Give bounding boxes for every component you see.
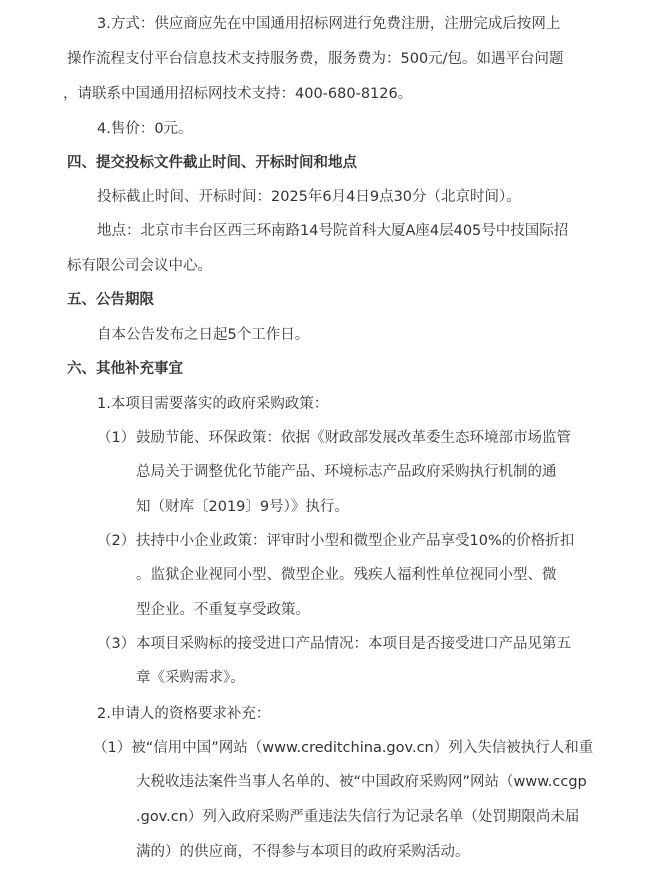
qualification-1-line-1: （1）被“信用中国”网站（www.creditchina.gov.cn）列入失信被执行人和重 xyxy=(93,740,594,756)
policy-1-line-3: 知（财库〔2019〕9号）》执行。 xyxy=(136,499,349,515)
policy-1-line-1: 鼓励节能、环保政策：依据《财政部发展改革委生态环境部市场监管 xyxy=(136,430,571,446)
qualification-intro: 2.申请人的资格要求补充： xyxy=(97,706,271,722)
policy-2-line-3: 型企业。不重复享受政策。 xyxy=(136,602,310,618)
policy-2-line-1: 扶持中小企业政策：评审时小型和微型企业产品享受10%的价格折扣 xyxy=(136,533,575,549)
policy-1-number: （1） xyxy=(97,430,136,446)
policy-2-line-2: 。监狱企业视同小型、微型企业。残疾人福利性单位视同小型、微 xyxy=(136,567,557,583)
period-line: 自本公告发布之日起5个工作日。 xyxy=(97,327,310,343)
section-6-heading: 六、其他补充事宜 xyxy=(67,361,183,377)
policy-3-line-2: 章《采购需求》。 xyxy=(136,670,245,686)
price-line: 4.售价：0元。 xyxy=(97,121,193,137)
deadline-line: 投标截止时间、开标时间：2025年6月4日9点30分（北京时间）。 xyxy=(97,189,521,205)
method-line-1: 3.方式：供应商应先在中国通用招标网进行免费注册，注册完成后按网上 xyxy=(97,16,561,32)
method-line-3: ，请联系中国通用招标网技术支持：400-680-8126。 xyxy=(63,86,413,102)
policy-3-line-1: 本项目采购标的接受进口产品情况：本项目是否接受进口产品见第五 xyxy=(136,636,571,652)
section-4-heading: 四、提交投标文件截止时间、开标时间和地点 xyxy=(67,155,357,171)
policy-1-line-2: 总局关于调整优化节能产品、环境标志产品政府采购执行机制的通 xyxy=(136,464,557,480)
location-line-1: 地点：北京市丰台区西三环南路14号院首科大厦A座4层405号中技国际招 xyxy=(97,223,569,239)
qualification-1-line-4: 满的）的供应商，不得参与本项目的政府采购活动。 xyxy=(136,844,470,860)
qualification-1-line-2: 大税收违法案件当事人名单的、被“中国政府采购网”网站（www.ccgp xyxy=(136,774,587,790)
qualification-1-line-3: .gov.cn）列入政府采购严重违法失信行为记录名单（处罚期限尚未届 xyxy=(136,809,580,825)
policy-3-number: （3） xyxy=(97,636,136,652)
section-5-heading: 五、公告期限 xyxy=(67,292,154,308)
policy-2-number: （2） xyxy=(97,533,136,549)
location-line-2: 标有限公司会议中心。 xyxy=(67,258,212,274)
method-line-2: 操作流程支付平台信息技术支持服务费，服务费为：500元/包。如遇平台问题 xyxy=(67,51,564,67)
policy-intro: 1.本项目需要落实的政府采购政策： xyxy=(97,396,329,412)
